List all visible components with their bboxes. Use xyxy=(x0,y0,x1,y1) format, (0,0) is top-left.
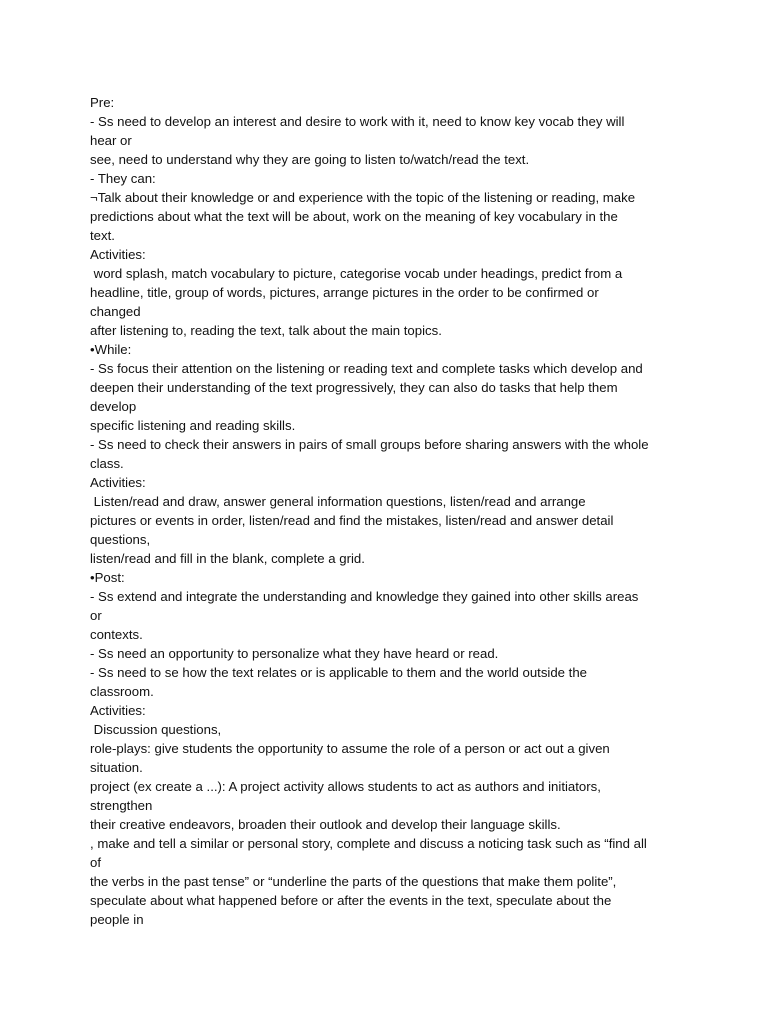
text-line: - Ss need to check their answers in pairs of small groups before sharing answers with the whole xyxy=(90,437,649,452)
text-line: after listening to, reading the text, talk about the main topics. xyxy=(90,323,442,338)
text-line: - Ss focus their attention on the listening or reading text and complete tasks which develop and xyxy=(90,361,643,376)
text-line: •Post: xyxy=(90,570,125,585)
text-line: questions, xyxy=(90,532,151,547)
text-line: - Ss extend and integrate the understanding and knowledge they gained into other skills areas xyxy=(90,589,639,604)
text-line: text. xyxy=(90,228,115,243)
text-line: the verbs in the past tense” or “underline the parts of the questions that make them polite”, xyxy=(90,874,617,889)
text-line: - They can: xyxy=(90,171,156,186)
text-line: listen/read and fill in the blank, complete a grid. xyxy=(90,551,365,566)
text-line: Activities: xyxy=(90,247,146,262)
text-line: their creative endeavors, broaden their outlook and develop their language skills. xyxy=(90,817,561,832)
text-line: project (ex create a ...): A project activity allows students to act as authors and initiators, xyxy=(90,779,601,794)
document-body xyxy=(90,93,690,929)
text-line: pictures or events in order, listen/read and find the mistakes, listen/read and answer detail xyxy=(90,513,614,528)
text-line: word splash, match vocabulary to picture, categorise vocab under headings, predict from a xyxy=(90,266,623,281)
text-line: deepen their understanding of the text progressively, they can also do tasks that help them xyxy=(90,380,618,395)
text-line: Pre: xyxy=(90,95,115,110)
text-line: classroom. xyxy=(90,684,154,699)
text-line: people in xyxy=(90,912,144,927)
text-line: - Ss need to develop an interest and desire to work with it, need to know key vocab they will xyxy=(90,114,625,129)
text-line: •While: xyxy=(90,342,132,357)
text-line: speculate about what happened before or after the events in the text, speculate about the xyxy=(90,893,612,908)
text-line: develop xyxy=(90,399,137,414)
text-line: hear or xyxy=(90,133,132,148)
text-line: , make and tell a similar or personal story, complete and discuss a noticing task such as “find all xyxy=(90,836,647,851)
text-line: Activities: xyxy=(90,703,146,718)
text-line: Activities: xyxy=(90,475,146,490)
text-line: specific listening and reading skills. xyxy=(90,418,296,433)
text-line: predictions about what the text will be about, work on the meaning of key vocabulary in the xyxy=(90,209,618,224)
text-line: see, need to understand why they are going to listen to/watch/read the text. xyxy=(90,152,530,167)
text-line: situation. xyxy=(90,760,143,775)
text-line: role-plays: give students the opportunity to assume the role of a person or act out a given xyxy=(90,741,610,756)
text-line: class. xyxy=(90,456,124,471)
text-line: Discussion questions, xyxy=(90,722,222,737)
text-line: of xyxy=(90,855,101,870)
text-line: changed xyxy=(90,304,141,319)
text-line: - Ss need an opportunity to personalize what they have heard or read. xyxy=(90,646,499,661)
text-line: strengthen xyxy=(90,798,153,813)
text-line: - Ss need to se how the text relates or is applicable to them and the world outside the xyxy=(90,665,588,680)
text-line: headline, title, group of words, pictures, arrange pictures in the order to be confirmed or xyxy=(90,285,599,300)
text-line: contexts. xyxy=(90,627,143,642)
text-line: Listen/read and draw, answer general information questions, listen/read and arrange xyxy=(90,494,586,509)
text-line: or xyxy=(90,608,102,623)
text-line: ¬Talk about their knowledge or and experience with the topic of the listening or reading, make xyxy=(90,190,636,205)
